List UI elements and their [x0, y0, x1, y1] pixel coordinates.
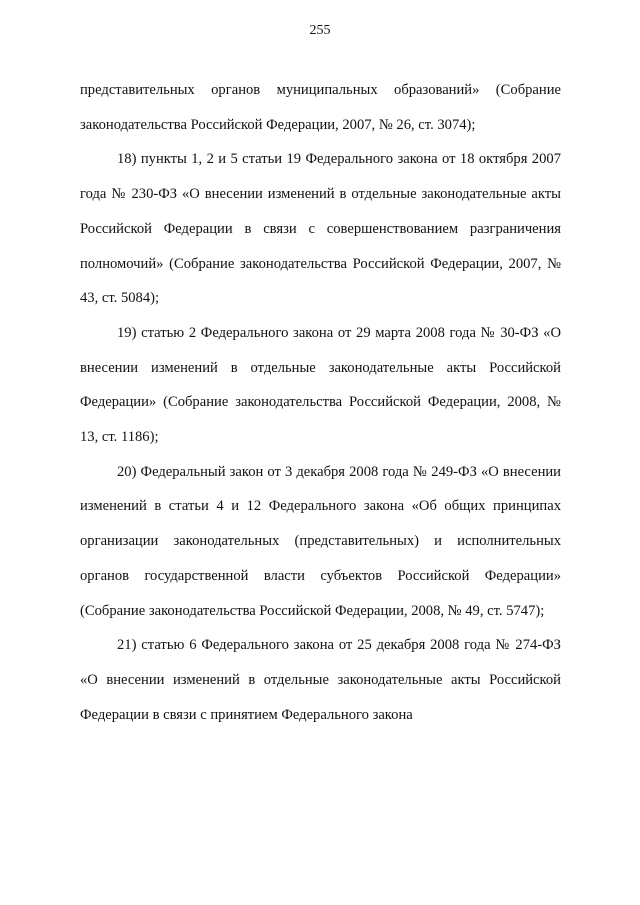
paragraph-item-18: 18) пункты 1, 2 и 5 статьи 19 Федерального закона от 18 октября 2007 года № 230-ФЗ «О внесении изменений в отдельные законодательные акты Российской Федерации в связи с совершенствованием разграничения полномочий» (Собрание законодательства Российской Федерации, 2007, № 43, ст. 5084); [80, 151, 561, 307]
paragraph-item-19: 19) статью 2 Федерального закона от 29 марта 2008 года № 30-ФЗ «О внесении изменений в отдельные законодательные акты Российской Федерации» (Собрание законодательства Российской Федерации, 2008, № 13, ст. 1186); [80, 324, 561, 446]
paragraph-item-20: 20) Федеральный закон от 3 декабря 2008 года № 249-ФЗ «О внесении изменений в статьи 4 и 12 Федерального закона «Об общих принципах организации законодательных (представительных) и исполнительных органов государственной власти субъектов Российской Федерации» (Собрание законодательства Российской Федерации, 2008, № 49, ст. 5747); [80, 463, 561, 619]
paragraph-continuation: представительных органов муниципальных образований» (Собрание законодательства Российской Федерации, 2007, № 26, ст. 3074); [80, 82, 561, 133]
paragraph-item-21: 21) статью 6 Федерального закона от 25 декабря 2008 года № 274-ФЗ «О внесении изменений в отдельные законодательные акты Российской Федерации в связи с принятием Федерального закона [80, 637, 561, 723]
document-body [80, 73, 561, 732]
page-number: 255 [309, 23, 331, 38]
